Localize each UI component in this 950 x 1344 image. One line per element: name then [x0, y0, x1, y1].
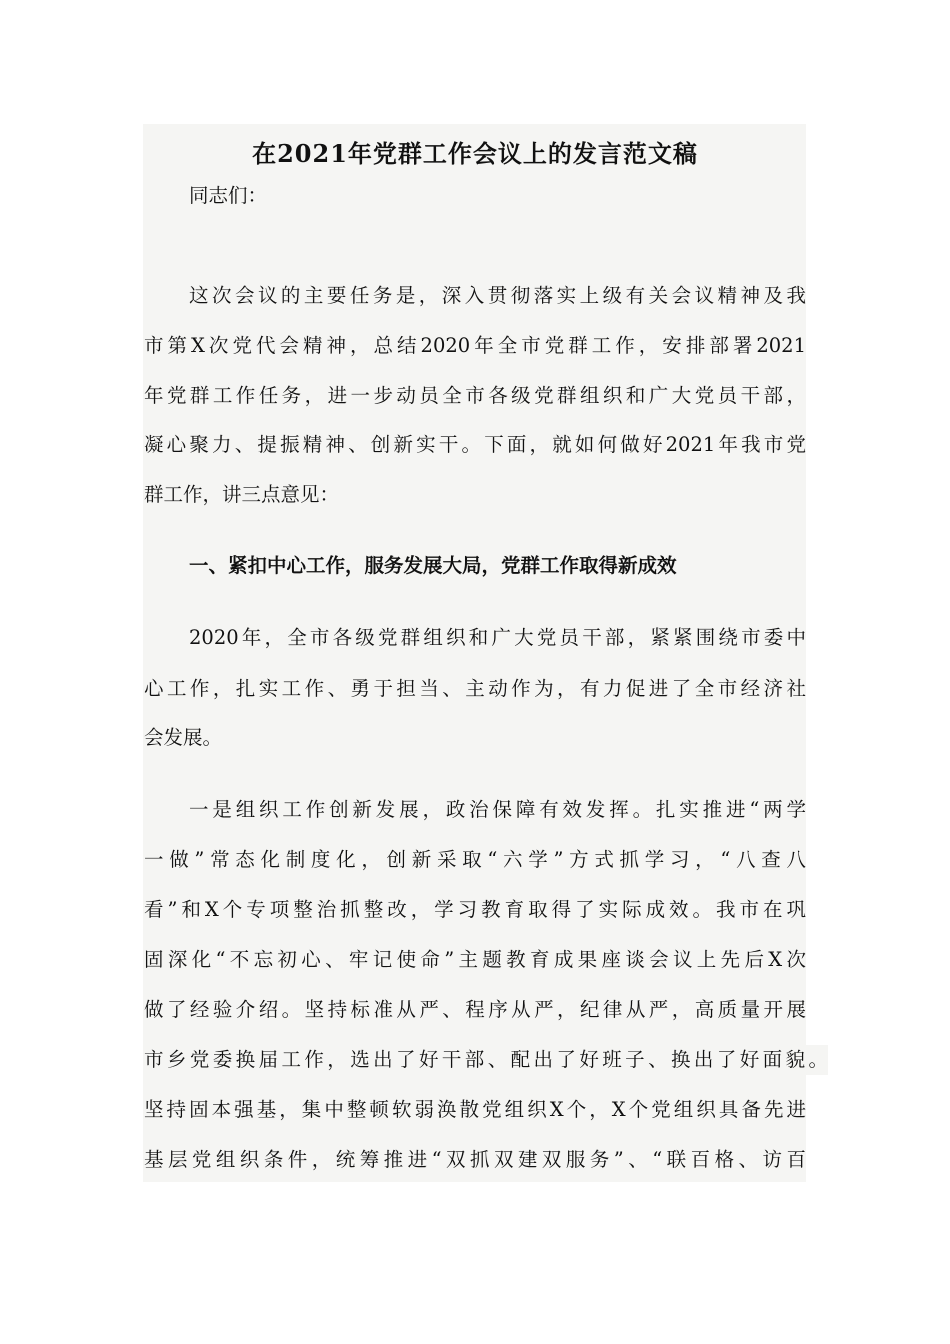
paragraph-line: 群工作，讲三点意见： — [144, 483, 340, 506]
paragraph-line: 坚持固本强基，集中整顿软弱涣散党组织X个，X个党组织具备先进 — [144, 1098, 806, 1121]
paragraph-line: 基层党组织条件，统筹推进“双抓双建双服务”、“联百格、访百 — [144, 1148, 806, 1171]
paragraph-line: 一是组织工作创新发展，政治保障有效发挥。扎实推进“两学 — [189, 798, 806, 821]
paragraph-line: 看”和X个专项整治抓整改，学习教育取得了实际成效。我市在巩 — [144, 898, 806, 921]
paragraph-line: 一做”常态化制度化，创新采取“六学”方式抓学习，“八查八 — [144, 848, 806, 871]
paragraph-line: 年党群工作任务，进一步动员全市各级党群组织和广大党员干部， — [144, 384, 806, 407]
document-title: 在2021年党群工作会议上的发言范文稿 — [252, 139, 698, 168]
paragraph-line: 会发展。 — [144, 726, 223, 749]
salutation: 同志们： — [189, 184, 268, 207]
paragraph-line: 心工作，扎实工作、勇于担当、主动作为，有力促进了全市经济社 — [144, 677, 806, 700]
paragraph-line: 凝心聚力、提振精神、创新实干。下面，就如何做好2021年我市党 — [144, 433, 806, 456]
section-heading: 一、紧扣中心工作，服务发展大局，党群工作取得新成效 — [189, 554, 677, 577]
paragraph-line: 固深化“不忘初心、牢记使命”主题教育成果座谈会议上先后X次 — [144, 948, 806, 971]
paragraph-line: 做了经验介绍。坚持标准从严、程序从严，纪律从严，高质量开展 — [144, 998, 806, 1021]
paragraph-line: 2020年，全市各级党群组织和广大党员干部，紧紧围绕市委中 — [189, 626, 806, 649]
paragraph-line: 市乡党委换届工作，选出了好干部、配出了好班子、换出了好面貌。 — [144, 1045, 828, 1075]
paragraph-line: 市第X次党代会精神，总结2020年全市党群工作，安排部署2021 — [144, 334, 806, 357]
paragraph-line: 这次会议的主要任务是，深入贯彻落实上级有关会议精神及我 — [189, 284, 806, 307]
